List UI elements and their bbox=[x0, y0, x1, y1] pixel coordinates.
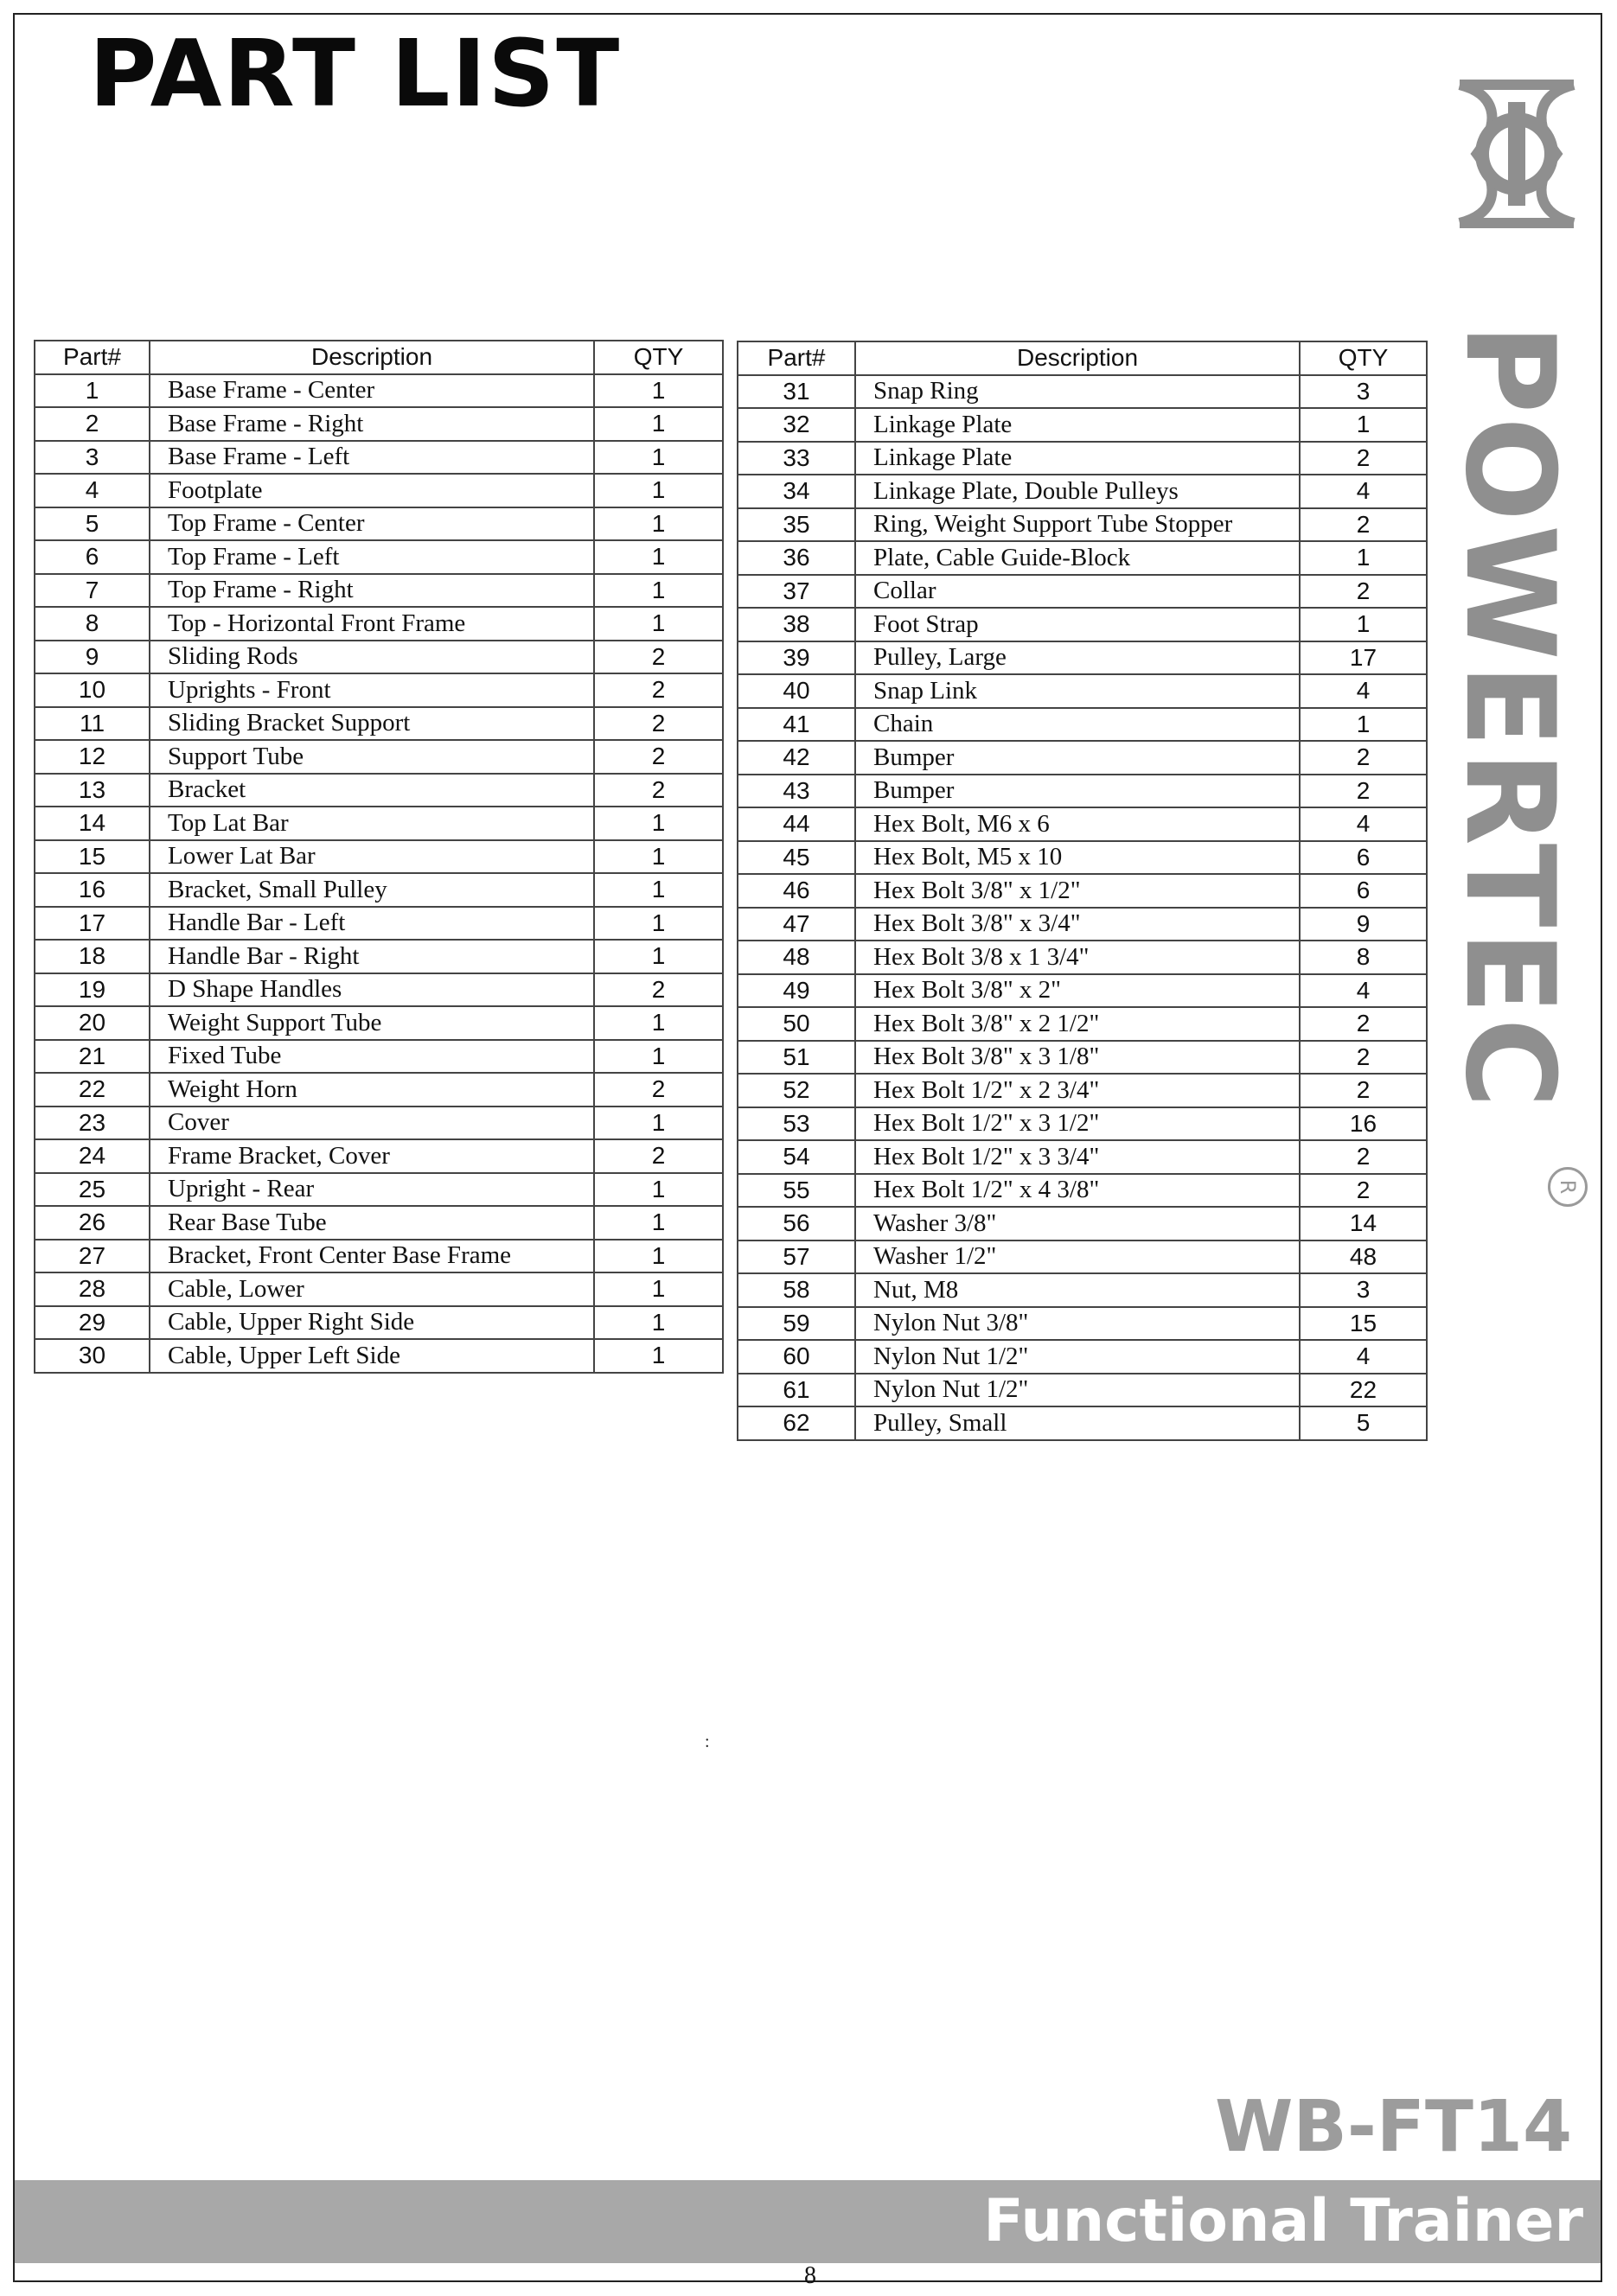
qty-cell: 9 bbox=[1300, 908, 1427, 941]
table-row bbox=[738, 874, 1427, 908]
description-cell: Hex Bolt 3/8" x 3/4" bbox=[855, 908, 1300, 941]
part-number-cell: 5 bbox=[35, 507, 150, 541]
qty-cell: 48 bbox=[1300, 1240, 1427, 1274]
qty-cell: 1 bbox=[1300, 541, 1427, 575]
description-cell: Washer 1/2" bbox=[855, 1240, 1300, 1274]
part-number-cell: 27 bbox=[35, 1240, 150, 1273]
table-header-row bbox=[35, 341, 723, 374]
description-cell: Collar bbox=[855, 575, 1300, 609]
qty-cell: 1 bbox=[594, 540, 723, 574]
table-row bbox=[35, 1173, 723, 1207]
part-number-cell: 48 bbox=[738, 941, 855, 974]
description-cell: Weight Horn bbox=[150, 1073, 594, 1107]
description-cell: Linkage Plate bbox=[855, 408, 1300, 442]
qty-cell: 1 bbox=[594, 1272, 723, 1306]
qty-cell: 2 bbox=[1300, 775, 1427, 808]
table-row bbox=[35, 1006, 723, 1040]
description-cell: Base Frame - Center bbox=[150, 374, 594, 408]
table-row bbox=[738, 1240, 1427, 1274]
description-cell: Sliding Bracket Support bbox=[150, 707, 594, 741]
registered-mark-icon: R bbox=[1548, 1167, 1588, 1207]
qty-cell: 4 bbox=[1300, 1340, 1427, 1374]
product-subtitle: Functional Trainer bbox=[983, 2187, 1583, 2255]
brand-vertical bbox=[1438, 277, 1581, 1158]
table-row bbox=[35, 1206, 723, 1240]
description-cell: Foot Strap bbox=[855, 608, 1300, 641]
description-cell: Base Frame - Right bbox=[150, 407, 594, 441]
table-row bbox=[738, 1007, 1427, 1041]
qty-cell: 1 bbox=[594, 840, 723, 874]
part-number-cell: 59 bbox=[738, 1307, 855, 1341]
description-cell: Nylon Nut 1/2" bbox=[855, 1340, 1300, 1374]
part-number-cell: 4 bbox=[35, 474, 150, 507]
qty-cell: 5 bbox=[1300, 1406, 1427, 1440]
qty-cell: 1 bbox=[594, 1206, 723, 1240]
part-number-cell: 51 bbox=[738, 1041, 855, 1075]
table-row bbox=[35, 873, 723, 907]
table-row bbox=[35, 607, 723, 641]
qty-cell: 2 bbox=[594, 707, 723, 741]
part-number-cell: 1 bbox=[35, 374, 150, 408]
table-row bbox=[35, 574, 723, 608]
qty-cell: 1 bbox=[594, 1306, 723, 1340]
description-cell: Hex Bolt 3/8" x 3 1/8" bbox=[855, 1041, 1300, 1075]
table-row bbox=[35, 1272, 723, 1306]
part-number-cell: 23 bbox=[35, 1107, 150, 1140]
description-cell: Bracket, Front Center Base Frame bbox=[150, 1240, 594, 1273]
table-row bbox=[35, 1240, 723, 1273]
qty-cell: 2 bbox=[1300, 1007, 1427, 1041]
stray-mark: : bbox=[705, 1732, 710, 1751]
part-number-cell: 49 bbox=[738, 974, 855, 1008]
description-cell: Snap Link bbox=[855, 674, 1300, 708]
description-cell: Cover bbox=[150, 1107, 594, 1140]
table-row bbox=[738, 1207, 1427, 1240]
table-row bbox=[35, 407, 723, 441]
page-title: PART LIST bbox=[89, 21, 622, 128]
table-row bbox=[738, 674, 1427, 708]
part-number-cell: 52 bbox=[738, 1074, 855, 1107]
header-part-number: Part# bbox=[738, 341, 855, 375]
qty-cell: 1 bbox=[594, 474, 723, 507]
qty-cell: 2 bbox=[594, 1139, 723, 1173]
table-row bbox=[35, 740, 723, 774]
part-number-cell: 34 bbox=[738, 475, 855, 508]
table-row bbox=[35, 907, 723, 941]
qty-cell: 16 bbox=[1300, 1107, 1427, 1141]
part-number-cell: 12 bbox=[35, 740, 150, 774]
table-row bbox=[738, 541, 1427, 575]
description-cell: Top Frame - Center bbox=[150, 507, 594, 541]
part-number-cell: 19 bbox=[35, 973, 150, 1007]
qty-cell: 2 bbox=[1300, 442, 1427, 475]
table-row bbox=[738, 375, 1427, 409]
table-row bbox=[738, 1107, 1427, 1141]
part-number-cell: 56 bbox=[738, 1207, 855, 1240]
qty-cell: 2 bbox=[1300, 575, 1427, 609]
qty-cell: 2 bbox=[594, 774, 723, 807]
qty-cell: 1 bbox=[594, 607, 723, 641]
part-number-cell: 26 bbox=[35, 1206, 150, 1240]
description-cell: Hex Bolt 3/8" x 2" bbox=[855, 974, 1300, 1008]
table-row bbox=[35, 507, 723, 541]
qty-cell: 1 bbox=[594, 807, 723, 840]
part-number-cell: 43 bbox=[738, 775, 855, 808]
table-row bbox=[738, 1174, 1427, 1208]
part-number-cell: 60 bbox=[738, 1340, 855, 1374]
qty-cell: 2 bbox=[594, 673, 723, 707]
description-cell: Hex Bolt 1/2" x 3 3/4" bbox=[855, 1140, 1300, 1174]
part-number-cell: 38 bbox=[738, 608, 855, 641]
description-cell: Nut, M8 bbox=[855, 1273, 1300, 1307]
part-number-cell: 54 bbox=[738, 1140, 855, 1174]
part-number-cell: 42 bbox=[738, 741, 855, 775]
table-row bbox=[35, 1306, 723, 1340]
part-number-cell: 33 bbox=[738, 442, 855, 475]
table-row bbox=[738, 1406, 1427, 1440]
table-row bbox=[35, 441, 723, 475]
description-cell: Top Frame - Right bbox=[150, 574, 594, 608]
description-cell: Hex Bolt 3/8 x 1 3/4" bbox=[855, 941, 1300, 974]
powertec-logo-icon bbox=[1442, 67, 1591, 240]
description-cell: Linkage Plate bbox=[855, 442, 1300, 475]
qty-cell: 1 bbox=[594, 1040, 723, 1074]
description-cell: Lower Lat Bar bbox=[150, 840, 594, 874]
qty-cell: 1 bbox=[594, 1339, 723, 1373]
qty-cell: 1 bbox=[594, 507, 723, 541]
table-row bbox=[35, 774, 723, 807]
description-cell: Linkage Plate, Double Pulleys bbox=[855, 475, 1300, 508]
description-cell: Chain bbox=[855, 708, 1300, 742]
table-row bbox=[738, 442, 1427, 475]
part-number-cell: 55 bbox=[738, 1174, 855, 1208]
part-number-cell: 32 bbox=[738, 408, 855, 442]
parts-rows-right bbox=[738, 375, 1427, 1440]
part-number-cell: 7 bbox=[35, 574, 150, 608]
qty-cell: 6 bbox=[1300, 841, 1427, 875]
qty-cell: 22 bbox=[1300, 1374, 1427, 1407]
part-number-cell: 25 bbox=[35, 1173, 150, 1207]
part-number-cell: 35 bbox=[738, 508, 855, 542]
table-header-row bbox=[738, 341, 1427, 375]
part-number-cell: 29 bbox=[35, 1306, 150, 1340]
description-cell: Snap Ring bbox=[855, 375, 1300, 409]
table-row bbox=[738, 1374, 1427, 1407]
qty-cell: 2 bbox=[1300, 508, 1427, 542]
table-row bbox=[35, 374, 723, 408]
table-row bbox=[35, 474, 723, 507]
part-number-cell: 40 bbox=[738, 674, 855, 708]
qty-cell: 1 bbox=[594, 1006, 723, 1040]
table-row bbox=[738, 608, 1427, 641]
part-number-cell: 14 bbox=[35, 807, 150, 840]
qty-cell: 1 bbox=[594, 1240, 723, 1273]
header-description: Description bbox=[150, 341, 594, 374]
part-number-cell: 15 bbox=[35, 840, 150, 874]
description-cell: Hex Bolt 1/2" x 3 1/2" bbox=[855, 1107, 1300, 1141]
parts-table-left bbox=[34, 340, 724, 1374]
part-number-cell: 24 bbox=[35, 1139, 150, 1173]
qty-cell: 2 bbox=[594, 1073, 723, 1107]
part-number-cell: 61 bbox=[738, 1374, 855, 1407]
description-cell: Uprights - Front bbox=[150, 673, 594, 707]
header-description: Description bbox=[855, 341, 1300, 375]
page-number: 8 bbox=[804, 2262, 816, 2289]
description-cell: Ring, Weight Support Tube Stopper bbox=[855, 508, 1300, 542]
qty-cell: 1 bbox=[1300, 408, 1427, 442]
description-cell: Top Frame - Left bbox=[150, 540, 594, 574]
description-cell: Frame Bracket, Cover bbox=[150, 1139, 594, 1173]
table-row bbox=[738, 974, 1427, 1008]
table-row bbox=[35, 1040, 723, 1074]
description-cell: Cable, Lower bbox=[150, 1272, 594, 1306]
part-number-cell: 30 bbox=[35, 1339, 150, 1373]
description-cell: Rear Base Tube bbox=[150, 1206, 594, 1240]
qty-cell: 1 bbox=[1300, 608, 1427, 641]
part-number-cell: 47 bbox=[738, 908, 855, 941]
part-number-cell: 31 bbox=[738, 375, 855, 409]
header-qty: QTY bbox=[594, 341, 723, 374]
part-number-cell: 41 bbox=[738, 708, 855, 742]
table-row bbox=[738, 641, 1427, 675]
part-number-cell: 21 bbox=[35, 1040, 150, 1074]
qty-cell: 1 bbox=[1300, 708, 1427, 742]
part-number-cell: 20 bbox=[35, 1006, 150, 1040]
part-number-cell: 11 bbox=[35, 707, 150, 741]
description-cell: Cable, Upper Left Side bbox=[150, 1339, 594, 1373]
qty-cell: 1 bbox=[594, 407, 723, 441]
description-cell: Hex Bolt, M5 x 10 bbox=[855, 841, 1300, 875]
qty-cell: 2 bbox=[1300, 741, 1427, 775]
table-row bbox=[738, 1041, 1427, 1075]
table-row bbox=[35, 707, 723, 741]
part-number-cell: 2 bbox=[35, 407, 150, 441]
table-row bbox=[35, 807, 723, 840]
qty-cell: 1 bbox=[594, 441, 723, 475]
parts-table-right bbox=[737, 341, 1428, 1441]
qty-cell: 2 bbox=[1300, 1174, 1427, 1208]
description-cell: Pulley, Small bbox=[855, 1406, 1300, 1440]
qty-cell: 3 bbox=[1300, 1273, 1427, 1307]
qty-cell: 2 bbox=[1300, 1140, 1427, 1174]
table-row bbox=[738, 408, 1427, 442]
table-row bbox=[738, 1340, 1427, 1374]
parts-rows-left bbox=[35, 374, 723, 1373]
qty-cell: 2 bbox=[594, 641, 723, 674]
table-row bbox=[35, 973, 723, 1007]
table-row bbox=[35, 641, 723, 674]
description-cell: Bumper bbox=[855, 741, 1300, 775]
description-cell: Handle Bar - Left bbox=[150, 907, 594, 941]
table-row bbox=[738, 841, 1427, 875]
description-cell: Hex Bolt 3/8" x 2 1/2" bbox=[855, 1007, 1300, 1041]
description-cell: Cable, Upper Right Side bbox=[150, 1306, 594, 1340]
qty-cell: 6 bbox=[1300, 874, 1427, 908]
table-row bbox=[35, 1073, 723, 1107]
description-cell: Hex Bolt, M6 x 6 bbox=[855, 807, 1300, 841]
qty-cell: 17 bbox=[1300, 641, 1427, 675]
qty-cell: 4 bbox=[1300, 475, 1427, 508]
qty-cell: 2 bbox=[594, 740, 723, 774]
part-number-cell: 6 bbox=[35, 540, 150, 574]
brand-name: POWERTEC bbox=[1438, 323, 1581, 1112]
part-number-cell: 9 bbox=[35, 641, 150, 674]
description-cell: D Shape Handles bbox=[150, 973, 594, 1007]
description-cell: Support Tube bbox=[150, 740, 594, 774]
qty-cell: 1 bbox=[594, 574, 723, 608]
table-row bbox=[738, 508, 1427, 542]
part-number-cell: 13 bbox=[35, 774, 150, 807]
qty-cell: 1 bbox=[594, 873, 723, 907]
table-row bbox=[738, 775, 1427, 808]
part-number-cell: 62 bbox=[738, 1406, 855, 1440]
qty-cell: 15 bbox=[1300, 1307, 1427, 1341]
part-number-cell: 22 bbox=[35, 1073, 150, 1107]
part-number-cell: 18 bbox=[35, 940, 150, 973]
qty-cell: 1 bbox=[594, 940, 723, 973]
description-cell: Handle Bar - Right bbox=[150, 940, 594, 973]
qty-cell: 1 bbox=[594, 1173, 723, 1207]
table-row bbox=[738, 475, 1427, 508]
description-cell: Plate, Cable Guide-Block bbox=[855, 541, 1300, 575]
table-row bbox=[738, 708, 1427, 742]
header-qty: QTY bbox=[1300, 341, 1427, 375]
table-row bbox=[738, 1273, 1427, 1307]
table-row bbox=[738, 1140, 1427, 1174]
table-row bbox=[738, 807, 1427, 841]
part-number-cell: 50 bbox=[738, 1007, 855, 1041]
part-number-cell: 16 bbox=[35, 873, 150, 907]
qty-cell: 1 bbox=[594, 1107, 723, 1140]
description-cell: Fixed Tube bbox=[150, 1040, 594, 1074]
description-cell: Weight Support Tube bbox=[150, 1006, 594, 1040]
table-row bbox=[738, 908, 1427, 941]
description-cell: Hex Bolt 3/8" x 1/2" bbox=[855, 874, 1300, 908]
description-cell: Top - Horizontal Front Frame bbox=[150, 607, 594, 641]
table-row bbox=[738, 575, 1427, 609]
description-cell: Sliding Rods bbox=[150, 641, 594, 674]
part-number-cell: 37 bbox=[738, 575, 855, 609]
part-number-cell: 3 bbox=[35, 441, 150, 475]
description-cell: Base Frame - Left bbox=[150, 441, 594, 475]
qty-cell: 2 bbox=[594, 973, 723, 1007]
part-number-cell: 58 bbox=[738, 1273, 855, 1307]
part-number-cell: 28 bbox=[35, 1272, 150, 1306]
footer-bar bbox=[15, 2180, 1601, 2263]
table-row bbox=[35, 1339, 723, 1373]
description-cell: Hex Bolt 1/2" x 2 3/4" bbox=[855, 1074, 1300, 1107]
description-cell: Hex Bolt 1/2" x 4 3/8" bbox=[855, 1174, 1300, 1208]
table-row bbox=[738, 741, 1427, 775]
qty-cell: 8 bbox=[1300, 941, 1427, 974]
description-cell: Bumper bbox=[855, 775, 1300, 808]
description-cell: Nylon Nut 1/2" bbox=[855, 1374, 1300, 1407]
part-number-cell: 36 bbox=[738, 541, 855, 575]
part-number-cell: 46 bbox=[738, 874, 855, 908]
part-number-cell: 8 bbox=[35, 607, 150, 641]
qty-cell: 2 bbox=[1300, 1041, 1427, 1075]
part-number-cell: 44 bbox=[738, 807, 855, 841]
qty-cell: 4 bbox=[1300, 674, 1427, 708]
table-row bbox=[35, 1107, 723, 1140]
qty-cell: 3 bbox=[1300, 375, 1427, 409]
description-cell: Bracket, Small Pulley bbox=[150, 873, 594, 907]
description-cell: Upright - Rear bbox=[150, 1173, 594, 1207]
header-part-number: Part# bbox=[35, 341, 150, 374]
table-row bbox=[35, 673, 723, 707]
description-cell: Pulley, Large bbox=[855, 641, 1300, 675]
description-cell: Top Lat Bar bbox=[150, 807, 594, 840]
table-row bbox=[35, 540, 723, 574]
qty-cell: 1 bbox=[594, 907, 723, 941]
model-number: WB-FT14 bbox=[1214, 2086, 1572, 2168]
part-number-cell: 45 bbox=[738, 841, 855, 875]
part-number-cell: 57 bbox=[738, 1240, 855, 1274]
table-row bbox=[738, 941, 1427, 974]
description-cell: Footplate bbox=[150, 474, 594, 507]
part-number-cell: 10 bbox=[35, 673, 150, 707]
part-number-cell: 53 bbox=[738, 1107, 855, 1141]
description-cell: Nylon Nut 3/8" bbox=[855, 1307, 1300, 1341]
description-cell: Washer 3/8" bbox=[855, 1207, 1300, 1240]
description-cell: Bracket bbox=[150, 774, 594, 807]
qty-cell: 14 bbox=[1300, 1207, 1427, 1240]
table-row bbox=[738, 1074, 1427, 1107]
part-number-cell: 17 bbox=[35, 907, 150, 941]
part-number-cell: 39 bbox=[738, 641, 855, 675]
qty-cell: 4 bbox=[1300, 807, 1427, 841]
table-row bbox=[35, 840, 723, 874]
table-row bbox=[738, 1307, 1427, 1341]
table-row bbox=[35, 940, 723, 973]
qty-cell: 2 bbox=[1300, 1074, 1427, 1107]
table-row bbox=[35, 1139, 723, 1173]
qty-cell: 1 bbox=[594, 374, 723, 408]
qty-cell: 4 bbox=[1300, 974, 1427, 1008]
